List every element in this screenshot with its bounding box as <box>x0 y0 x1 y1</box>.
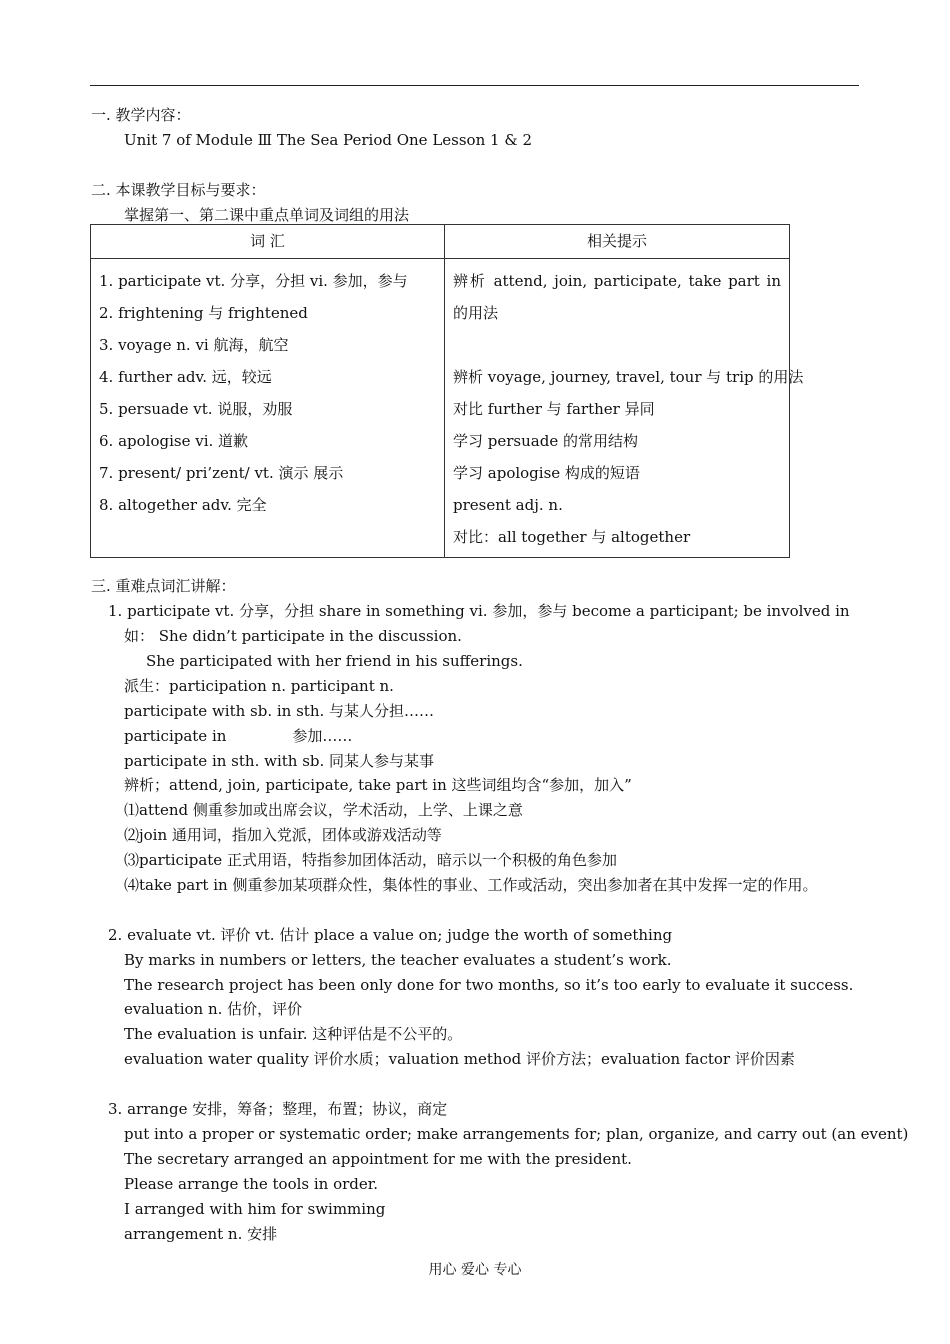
item3-line1: put into a proper or systematic order; make arrangements for; plan, organize, and carry out (an event) <box>124 1125 909 1143</box>
list-item: 4. further adv. 远，较远 <box>99 368 272 386</box>
vocabulary-table <box>90 224 804 558</box>
list-item: 7. present/ pri’zent/ vt. 演示 展示 <box>99 464 344 482</box>
table-header-row <box>91 225 790 259</box>
list-item: 辨析 attend, join, participate, take part in 的用法 <box>453 272 781 322</box>
item1-phrase2-en: participate in <box>124 727 227 745</box>
item1-note2: ⑵join 通用词，指加入党派，团体或游戏活动等 <box>124 826 442 844</box>
item1-phrase2-cn: 参加…… <box>292 727 353 745</box>
item3-line2: The secretary arranged an appointment for me with the president. <box>124 1150 632 1168</box>
item1-example2: She participated with her friend in his sufferings. <box>146 652 523 670</box>
page-footer: 用心 爱心 专心 <box>428 1262 522 1278</box>
item1-note1: ⑴attend 侧重参加或出席会议，学术活动，上学、上课之意 <box>124 801 523 819</box>
item1-phrase2 <box>124 726 352 746</box>
item1-compare: 辨析；attend, join, participate, take part in 这些词组均含“参加，加入” <box>124 776 632 794</box>
list-item: 对比：all together 与 altogether <box>453 528 691 546</box>
list-item: 5. persuade vt. 说服，劝服 <box>99 400 293 418</box>
list-item: 学习 apologise 构成的短语 <box>453 464 640 482</box>
list-item: 6. apologise vi. 道歉 <box>99 432 249 450</box>
item2-line1: By marks in numbers or letters, the teacher evaluates a student’s work. <box>124 951 672 969</box>
list-item: 8. altogether adv. 完全 <box>99 496 267 514</box>
section1-content: Unit 7 of Module Ⅲ The Sea Period One Lesson 1 & 2 <box>124 131 532 149</box>
table-header-hints: 相关提示 <box>445 225 790 259</box>
item3-title: 3. arrange 安排，筹备；整理，布置；协议，商定 <box>108 1100 448 1118</box>
section1-heading: 一. 教学内容： <box>91 106 191 124</box>
item1-phrase3: participate in sth. with sb. 同某人参与某事 <box>124 752 435 770</box>
header-rule <box>90 85 859 86</box>
item2-line5: evaluation water quality 评价水质；valuation method 评价方法；evaluation factor 评价因素 <box>124 1050 795 1068</box>
item1-example1: 如： She didn’t participate in the discussion. <box>124 627 462 645</box>
table-header-vocab: 词 汇 <box>91 225 445 259</box>
item2-line3: evaluation n. 估价，评价 <box>124 1000 303 1018</box>
item3-line3: Please arrange the tools in order. <box>124 1175 379 1193</box>
section2-content: 掌握第一、第二课中重点单词及词组的用法 <box>124 206 410 224</box>
list-item: present adj. n. <box>453 496 563 514</box>
item1-derived: 派生：participation n. participant n. <box>124 677 394 695</box>
list-item: 1. participate vt. 分享，分担 vi. 参加，参与 <box>99 272 408 290</box>
item2-line4: The evaluation is unfair. 这种评估是不公平的。 <box>124 1025 463 1043</box>
item1-title: 1. participate vt. 分享，分担 share in something vi. 参加，参与 become a participant; be involved in <box>108 602 850 620</box>
section2-heading: 二. 本课教学目标与要求： <box>91 181 266 199</box>
list-item: 对比 further 与 farther 异同 <box>453 400 655 418</box>
hints-cell <box>445 259 804 558</box>
item3-line4: I arranged with him for swimming <box>124 1200 386 1218</box>
list-item: 学习 persuade 的常用结构 <box>453 432 638 450</box>
vocab-cell <box>91 259 445 558</box>
item3-line5: arrangement n. 安排 <box>124 1225 278 1243</box>
item2-line2: The research project has been only done for two months, so it’s too early to evaluate it success. <box>124 976 854 994</box>
item2-title: 2. evaluate vt. 评价 vt. 估计 place a value on; judge the worth of something <box>108 926 673 944</box>
list-item: 辨析 voyage, journey, travel, tour 与 trip 的用法 <box>453 368 804 386</box>
table-row <box>91 259 790 558</box>
list-item: 3. voyage n. vi 航海，航空 <box>99 336 289 354</box>
section3-heading: 三. 重难点词汇讲解： <box>91 577 236 595</box>
item1-phrase1: participate with sb. in sth. 与某人分担…… <box>124 702 435 720</box>
list-item: 2. frightening 与 frightened <box>99 304 308 322</box>
item1-note4: ⑷take part in 侧重参加某项群众性，集体性的事业、工作或活动，突出参加者在其中发挥一定的作用。 <box>124 876 818 894</box>
item1-note3: ⑶participate 正式用语，特指参加团体活动，暗示以一个积极的角色参加 <box>124 851 617 869</box>
